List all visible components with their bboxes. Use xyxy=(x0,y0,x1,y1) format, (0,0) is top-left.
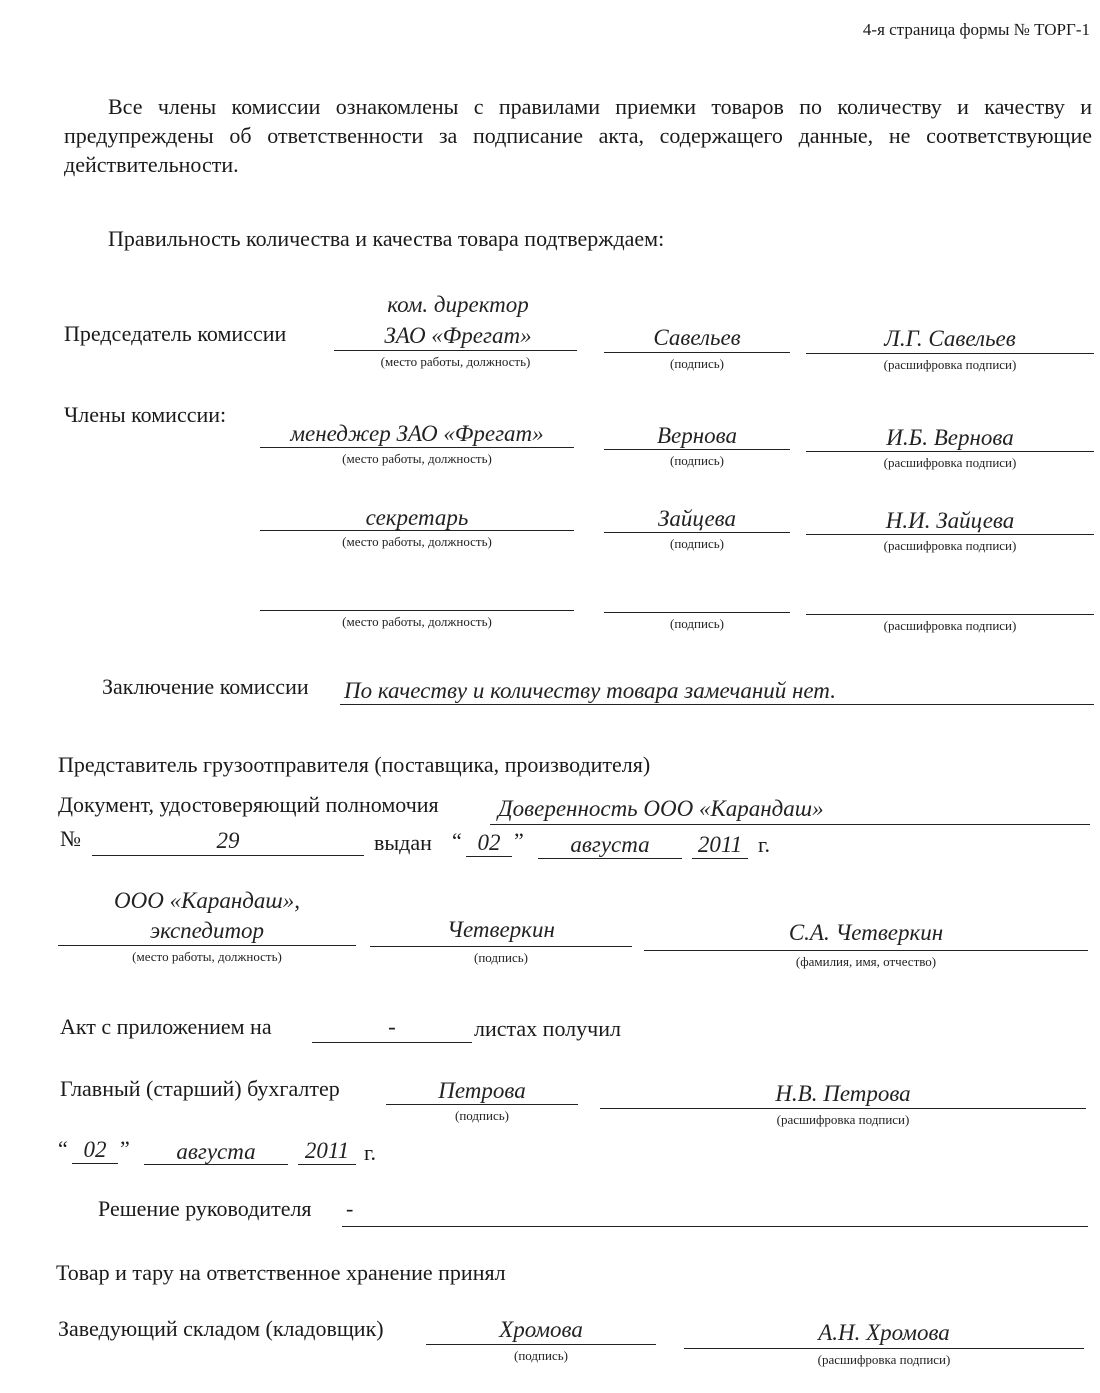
shipper-position-line1: ООО «Карандаш», xyxy=(113,888,300,913)
accountant-decode: Н.В. Петрова xyxy=(775,1081,911,1106)
shipper-signature-line xyxy=(370,946,632,947)
member-1-position-line xyxy=(260,447,574,448)
member-1-decode-line xyxy=(806,451,1094,452)
storage-decode-caption: (расшифровка подписи) xyxy=(817,1352,951,1367)
storage-signature: Хромова xyxy=(499,1317,583,1342)
member-2-position-line xyxy=(260,530,574,531)
accountant-signature-caption: (подпись) xyxy=(455,1108,509,1123)
shipper-year-suffix: г. xyxy=(758,832,771,857)
storage-signature-caption: (подпись) xyxy=(514,1348,568,1363)
chairman-decode-line xyxy=(806,353,1094,354)
member-3-decode-caption: (расшифровка подписи) xyxy=(883,618,1017,633)
conclusion-value: По качеству и количеству товара замечаний нет. xyxy=(344,678,836,703)
accountant-day: 02 xyxy=(83,1137,107,1162)
chairman-signature-caption: (подпись) xyxy=(670,356,724,371)
accountant-decode-caption: (расшифровка подписи) xyxy=(776,1112,910,1127)
chairman-label: Председатель комиссии xyxy=(64,321,287,346)
shipper-title: Представитель грузоотправителя (поставщика, производителя) xyxy=(58,752,651,777)
accountant-year-suffix: г. xyxy=(364,1140,377,1165)
act-label-before: Акт с приложением на xyxy=(60,1014,272,1039)
conclusion-label: Заключение комиссии xyxy=(102,674,309,699)
member-1-decode-caption: (расшифровка подписи) xyxy=(883,455,1017,470)
member-3-position-caption: (место работы, должность) xyxy=(342,614,492,629)
shipper-signature-caption: (подпись) xyxy=(474,950,528,965)
chairman-position-line2: ЗАО «Фрегат» xyxy=(384,323,532,348)
chairman-position-line1: ком. директор xyxy=(387,292,529,317)
shipper-position-line xyxy=(58,945,356,946)
act-line xyxy=(312,1042,472,1043)
member-2-decode-caption: (расшифровка подписи) xyxy=(883,538,1017,553)
decision-line xyxy=(342,1226,1088,1227)
confirm-text: Правильность количества и качества товара подтверждаем: xyxy=(108,226,665,251)
shipper-position-caption: (место работы, должность) xyxy=(132,949,282,964)
shipper-day-line xyxy=(466,856,512,857)
shipper-issued-label: выдан xyxy=(374,830,432,855)
member-1-signature-caption: (подпись) xyxy=(670,453,724,468)
act-label-after: листах получил xyxy=(474,1016,621,1041)
shipper-close-quote: ” xyxy=(514,828,524,853)
intro-paragraph: Все члены комиссии ознакомлены с правилами приемки товаров по количеству и качеству и предупреждены об ответственности за подписание акта, содержащего данные, не соответствующие действительности. xyxy=(64,94,1092,177)
member-1-signature: Вернова xyxy=(657,423,737,448)
shipper-month: августа xyxy=(570,832,650,857)
shipper-num-value: 29 xyxy=(216,828,240,853)
accountant-label: Главный (старший) бухгалтер xyxy=(60,1076,340,1101)
storage-signature-line xyxy=(426,1344,656,1345)
accountant-close-quote: ” xyxy=(120,1136,130,1161)
member-1-position: менеджер ЗАО «Фрегат» xyxy=(290,421,544,446)
chairman-signature: Савельев xyxy=(653,325,741,350)
chairman-decode: Л.Г. Савельев xyxy=(884,326,1016,351)
accountant-month-line xyxy=(144,1164,288,1165)
decision-value: - xyxy=(346,1196,354,1221)
accountant-day-line xyxy=(72,1163,118,1164)
accountant-year: 2011 xyxy=(304,1138,350,1163)
shipper-doc-value: Доверенность ООО «Карандаш» xyxy=(498,796,824,821)
shipper-signature: Четверкин xyxy=(447,917,555,942)
chairman-decode-caption: (расшифровка подписи) xyxy=(883,357,1017,372)
member-1-decode: И.Б. Вернова xyxy=(886,425,1014,450)
member-2-decode: Н.И. Зайцева xyxy=(885,508,1015,533)
shipper-doc-label: Документ, удостоверяющий полномочия xyxy=(58,792,439,817)
accountant-decode-line xyxy=(600,1108,1086,1109)
shipper-num-line xyxy=(92,855,364,856)
accountant-month: августа xyxy=(176,1139,256,1164)
member-1-position-caption: (место работы, должность) xyxy=(342,451,492,466)
shipper-month-line xyxy=(538,858,682,859)
storage-text: Товар и тару на ответственное хранение принял xyxy=(56,1260,506,1285)
shipper-open-quote: “ xyxy=(452,828,462,853)
shipper-year-line xyxy=(692,858,748,859)
accountant-signature: Петрова xyxy=(438,1078,526,1103)
member-3-position-line xyxy=(260,610,574,611)
shipper-position-line2: экспедитор xyxy=(149,918,265,943)
act-value: - xyxy=(388,1014,396,1039)
storage-decode: А.Н. Хромова xyxy=(818,1320,950,1345)
chairman-position-caption: (место работы, должность) xyxy=(380,354,531,369)
member-3-signature-caption: (подпись) xyxy=(670,616,724,631)
member-3-decode-line xyxy=(806,614,1094,615)
form-page-header: 4-я страница формы № ТОРГ-1 xyxy=(862,20,1090,39)
member-2-decode-line xyxy=(806,534,1094,535)
member-2-signature: Зайцева xyxy=(658,506,736,531)
shipper-num-label: № xyxy=(60,826,81,851)
shipper-day: 02 xyxy=(477,830,501,855)
member-2-position: секретарь xyxy=(365,505,469,530)
decision-label: Решение руководителя xyxy=(98,1196,312,1221)
member-2-signature-line xyxy=(604,532,790,533)
member-3-signature-line xyxy=(604,612,790,613)
storage-label: Заведующий складом (кладовщик) xyxy=(58,1316,384,1341)
members-label: Члены комиссии: xyxy=(64,402,227,427)
member-1-signature-line xyxy=(604,449,790,450)
chairman-position-line xyxy=(334,350,577,351)
shipper-year: 2011 xyxy=(697,832,743,857)
accountant-open-quote: “ xyxy=(58,1136,68,1161)
shipper-doc-line xyxy=(490,824,1090,825)
accountant-signature-line xyxy=(386,1104,578,1105)
shipper-fio-caption: (фамилия, имя, отчество) xyxy=(795,954,937,969)
shipper-fio-line xyxy=(644,950,1088,951)
member-2-position-caption: (место работы, должность) xyxy=(342,534,492,549)
conclusion-line xyxy=(340,704,1094,705)
member-2-signature-caption: (подпись) xyxy=(670,536,724,551)
shipper-fio: С.А. Четверкин xyxy=(788,920,944,945)
storage-decode-line xyxy=(684,1348,1084,1349)
chairman-signature-line xyxy=(604,352,790,353)
accountant-year-line xyxy=(298,1164,356,1165)
